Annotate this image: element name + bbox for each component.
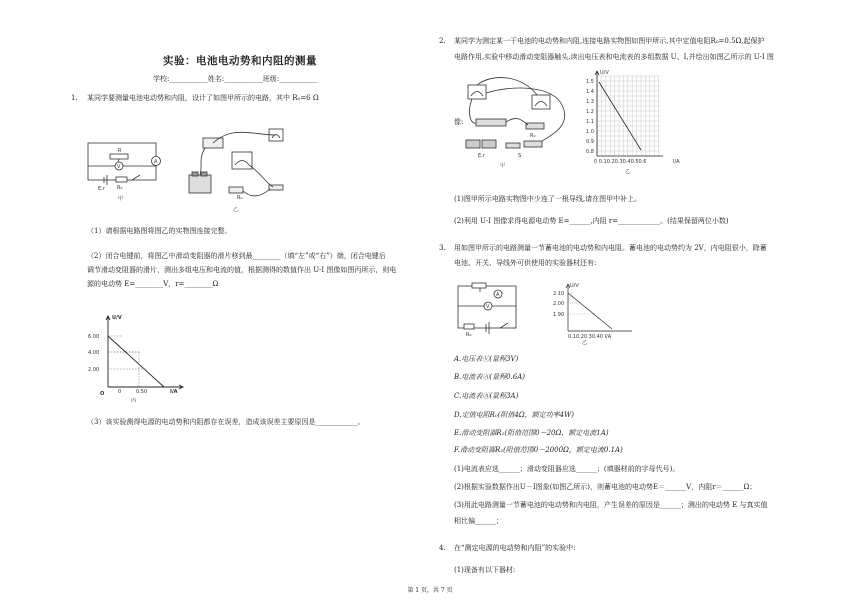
q3-question-2: (2)根据实验数据作出U－I图象(如图乙所示)，则蓄电池的电动势E＝______V，内阻r＝______Ω； — [454, 483, 757, 491]
q3-number: 3. — [439, 244, 446, 252]
q2-graph-xlabel: I/A — [673, 159, 680, 165]
q3-option-e: E.滑动变阻器R₁(阻值范围0－20Ω，额定电流1A) — [454, 429, 609, 437]
q2-number: 2. — [439, 37, 446, 45]
q2-ytick: 1.4 — [586, 89, 594, 95]
q3-ytick: 1.90 — [553, 312, 565, 318]
q1-ytick: 6.00 — [88, 334, 100, 340]
q1-fig-yi-caption: 乙 — [233, 207, 239, 213]
q3-question-3a: (3)用此电路测量一节蓄电池的电动势和内电阻，产生误差的原因是______；测出的电动势 E 与真实值 — [454, 501, 768, 509]
q1-graph-caption: 丙 — [131, 398, 137, 404]
q2-apparatus-photo — [462, 75, 582, 170]
q4-line1: 在“测定电源的电动势和内阻”的实验中: — [454, 544, 576, 552]
svg-text:R₀: R₀ — [117, 185, 123, 191]
q1-part2-line2: 调节滑动变阻器的滑片，测出多组电压和电流的值，根据测得的数值作出 U-I 图像如图丙所示，则电 — [87, 266, 397, 274]
q3-line1: 用如图甲所示的电路测量一节蓄电池的电动势和内电阻。蓄电池的电动势约为 2V，内电阻很小，除蓄 — [454, 244, 767, 252]
q2-ytick: 1.0 — [586, 129, 594, 135]
q2-label-s: S — [518, 153, 522, 159]
q2-ui-graph — [585, 70, 685, 175]
q1-graph-xlabel: I/A — [170, 389, 178, 395]
q1-part1: （1）请根据电路图将图乙的实物图连接完整。 — [87, 227, 232, 235]
page-title: 实验：电池电动势和内阻的测量 — [163, 55, 317, 67]
q3-option-f: F.滑动变阻器R₂(阻值范围0－2000Ω，额定电流0.1A) — [454, 446, 623, 454]
q1-ytick: 2.00 — [88, 367, 100, 373]
q3-ytick: 2.10 — [553, 291, 565, 297]
q4-line2: (1)现备有以下器材: — [454, 566, 516, 574]
q3-option-c: C.电流表Ⓐ(量程3A) — [454, 392, 519, 400]
q3-option-b: B.电流表Ⓐ(量程0.6A) — [454, 373, 526, 381]
q2-ytick: 1.2 — [586, 109, 594, 115]
q1-part2-line3: 源的电动势 E=________V，r=________Ω — [87, 280, 219, 288]
q2-line3: 像: — [454, 118, 464, 126]
q3-graph-ylabel: U/V — [570, 283, 579, 289]
q1-number: 1. — [71, 94, 78, 102]
q1-ui-graph — [84, 313, 194, 403]
q1-part3: （3）该实验测得电源的电动势和内阻都存在误差，造成该误差主要原因是____________。 — [87, 418, 365, 426]
q2-ytick: 0.8 — [586, 149, 594, 155]
q2-line2: 电路作用,实验中移动滑动变阻器触头,读出电压表和电流表的多组数据 U、I,并绘出如图乙所示的 U-I 图 — [454, 53, 774, 61]
q2-graph-ylabel: U/V — [600, 70, 609, 76]
q3-question-3b: 相比偏______； — [454, 517, 503, 525]
q3-ytick: 2.00 — [553, 301, 565, 307]
svg-text:V: V — [486, 304, 490, 310]
q1-stem: 某同学要测量电池电动势和内阻，设计了如图甲所示的电路，其中 R₀=6 Ω — [87, 94, 319, 102]
svg-text:E,r: E,r — [98, 186, 105, 192]
svg-text:A: A — [496, 292, 500, 298]
q1-circuit-diagram — [82, 138, 162, 202]
svg-text:R₀: R₀ — [237, 195, 243, 201]
q4-number: 4. — [439, 544, 446, 552]
q2-ytick: 1.5 — [586, 79, 594, 85]
q2-graph-xticks: 0 0.10.20.30.40.50.6 — [594, 159, 647, 165]
q3-question-1: (1)电流表应选______；滑动变阻器应选______；(填器材前的字母代号)。 — [454, 465, 680, 473]
svg-text:R: R — [118, 148, 122, 154]
q2-part2: (2)利用 U-I 图像求得电源电动势 E=______,内阻 r=____________。(结果保留两位小数) — [454, 217, 729, 225]
q1-xtick: 0 — [118, 389, 122, 395]
q2-label-er: E,r — [478, 153, 485, 159]
q2-ytick: 1.3 — [586, 99, 594, 105]
q1-part2-line1: （2）闭合电键前，将图乙中滑动变阻器的滑片移到最________（填“左”或“右”）端，闭合电键后 — [87, 252, 386, 260]
q3-circuit-diagram — [452, 280, 522, 340]
q2-line1: 某同学为测定某一干电池的电动势和内阻,连接电路实物图如图甲所示,其中定值电阻R₀=0.5Ω,起保护 — [454, 37, 765, 45]
q3-graph-caption: 乙 — [582, 340, 588, 346]
q2-part1: (1)图甲所示电路实物图中少连了一根导线,请在图甲中补上。 — [454, 195, 642, 203]
q3-option-a: A.电压表Ⓥ(量程3V) — [454, 355, 519, 363]
q3-graph-xticks: 0.10.20.30.40 I/A — [568, 334, 612, 340]
q1-xtick: 0.50 — [136, 389, 148, 395]
svg-text:A: A — [154, 159, 158, 165]
q2-label-r0: R₀ — [530, 133, 536, 139]
svg-text:R₀: R₀ — [466, 332, 472, 338]
q3-option-d: D.定值电阻R₀(阻值4Ω，额定功率4W) — [454, 411, 575, 419]
q2-ytick: 1.1 — [586, 119, 594, 125]
svg-text:V: V — [117, 164, 121, 170]
student-info-line: 学校:___________姓名:___________班级:___________ — [153, 75, 318, 83]
q1-ytick: 4.00 — [88, 350, 100, 356]
page-footer: 第 1 页，共 7 页 — [407, 587, 453, 594]
q3-ui-graph — [552, 283, 642, 345]
q2-ytick: 0.9 — [586, 139, 594, 145]
q3-line2: 电池、开关、导线外可供使用的实验器材还有: — [454, 259, 597, 267]
q1-fig-jia-caption: 甲 — [118, 196, 124, 202]
q1-graph-ylabel: U/V — [112, 315, 122, 321]
q1-apparatus-photo — [183, 125, 293, 215]
q1-graph-origin: O — [100, 391, 105, 397]
q2-fig-jia-caption: 甲 — [500, 163, 506, 169]
q2-fig-yi-caption: 乙 — [625, 169, 631, 175]
